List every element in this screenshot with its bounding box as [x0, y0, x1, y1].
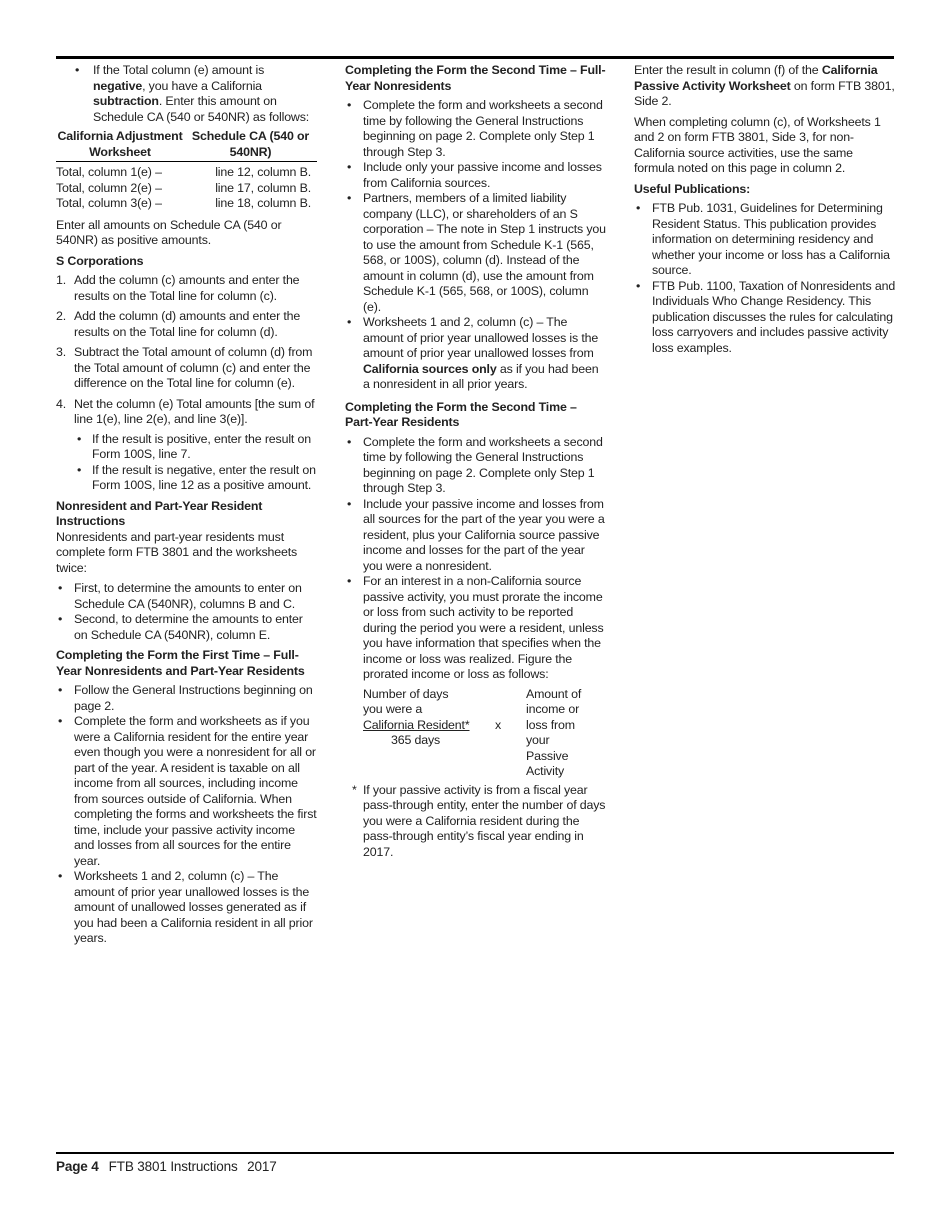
list-item: • If the Total column (e) amount is negative, you have a California subtraction. Enter this amount on Schedule CA (540 or 540NR) as follows:: [56, 63, 317, 125]
second-part-bullets: [345, 435, 607, 683]
list-item: • Complete the form and worksheets a second time by following the General Instructions beginning on page 2. Complete only Step 1 through Step 3.: [345, 98, 607, 160]
first-time-bullets: [56, 683, 317, 947]
list-item: • Worksheets 1 and 2, column (c) – The amount of prior year unallowed losses is the amount of prior year unallowed losses from California sources only as if you had been a nonresident in all prior years.: [345, 315, 607, 393]
list-item: • Worksheets 1 and 2, column (c) – The amount of prior year unallowed losses is the amount of unallowed losses generated as if you had been a California resident in all prior years.: [56, 869, 317, 947]
footnote: * If your passive activity is from a fiscal year pass-through entity, enter the number of days you were a California resident during the pass-through entity’s fiscal year ending in 2017.: [352, 782, 606, 859]
column-3: [634, 63, 896, 360]
formula-operator: x: [495, 717, 502, 732]
table-row: Total, column 1(e) – line 12, column B.: [56, 165, 311, 179]
list-item: • FTB Pub. 1031, Guidelines for Determining Resident Status. This publication provides information on determining residency and whether your income or loss has a California source.: [634, 201, 896, 279]
list-item: 3. Subtract the Total amount of column (d) from the Total amount of column (c) and enter the difference on the Total line for column (e).: [56, 345, 313, 390]
list-item: • If the result is negative, enter the result on Form 100S, line 12 as a positive amount.: [74, 463, 317, 494]
list-item: • For an interest in a non-California source passive activity, you must prorate the income or loss from such activity to be reported during the period you were a resident, unless you have information that specifies when the income or loss was realized. Figure the prorated income or loss as follows:: [345, 574, 607, 683]
page-footer: [56, 1159, 277, 1175]
list-item: • Complete the form and worksheets as if you were a California resident for the entire year even though you were a nonresident for all or part of the year. A resident is taxable on all income from all sources, including income from sources outside of California. When completing the forms and worksheets the first time, include your passive activity income and losses from all sources for the entire year.: [56, 714, 317, 869]
table-row: Total, column 2(e) – line 17, column B.: [56, 180, 311, 195]
negative-amount-bullet: [56, 63, 317, 125]
adjustment-table: [56, 129, 317, 212]
list-item: • Second, to determine the amounts to enter on Schedule CA (540NR), column E.: [56, 612, 317, 643]
paragraph: When completing column (c), of Worksheets 1 and 2 on form FTB 3801, Side 3, for non-California source activities, use the same formula noted on this page in column 2.: [634, 114, 881, 175]
nonres-bullets: [56, 581, 317, 643]
table-row: Total, column 3(e) – line 18, column B.: [56, 196, 311, 210]
list-item: 4. Net the column (e) Total amounts [the sum of line 1(e), line 2(e), and line 3(e)]. • If the result is positive, enter the result on Form 100S, line 7. • If the result is negative, enter the result on Form 100S, line 12 as a positive amount.: [56, 397, 317, 494]
formula-amount: Amount of income or loss from your Passive Activity: [526, 686, 582, 778]
list-item: • Include your passive income and losses from all sources for the part of the year you were a resident, plus your California source passive income and losses for the part of the year you were a nonresident.: [345, 497, 607, 575]
top-rule: [56, 56, 894, 59]
paragraph: Nonresidents and part-year residents must complete form FTB 3801 and the worksheets twice:: [56, 529, 298, 575]
section-heading: Useful Publications:: [634, 181, 751, 196]
list-item: 2. Add the column (d) amounts and enter the results on the Total line for column (d).: [56, 309, 301, 339]
list-item: • FTB Pub. 1100, Taxation of Nonresidents and Individuals Who Change Residency. This publication discusses the rules for calculating loss carryovers and includes passive activity loss examples.: [634, 279, 896, 357]
bottom-rule: [56, 1152, 894, 1154]
table-header: California Adjustment Worksheet: [56, 129, 184, 162]
list-item: • First, to determine the amounts to enter on Schedule CA (540NR), columns B and C.: [56, 581, 317, 612]
s-corp-sub-bullets: [74, 432, 317, 494]
list-item: • Complete the form and worksheets a second time by following the General Instructions beginning on page 2. Complete only Step 1 through Step 3.: [345, 435, 607, 497]
section-heading: Completing the Form the First Time – Full-Year Nonresidents and Part-Year Residents: [56, 648, 305, 678]
list-item: • If the result is positive, enter the result on Form 100S, line 7.: [74, 432, 317, 463]
column-1: [56, 63, 317, 951]
document-title: FTB 3801 Instructions: [108, 1159, 238, 1174]
paragraph: Enter all amounts on Schedule CA (540 or 540NR) as positive amounts.: [56, 217, 282, 247]
second-full-bullets: [345, 98, 607, 393]
document-year: 2017: [247, 1159, 277, 1174]
table-header: Schedule CA (540 or 540NR): [184, 129, 317, 162]
paragraph: Enter the result in column (f) of the California Passive Activity Worksheet on form FTB 3801, Side 2.: [634, 63, 895, 108]
list-item: • Follow the General Instructions beginning on page 2.: [56, 683, 317, 714]
useful-publications: [634, 201, 896, 356]
section-heading: Completing the Form the Second Time – Part-Year Residents: [345, 399, 577, 429]
proration-formula: [363, 687, 607, 779]
list-item: • Partners, members of a limited liability company (LLC), or shareholders of an S corporation – The note in Step 1 instructs you to use the amount from Schedule K-1 (565, 568, or 100S), column (d). Instead of the amount in column (d), use the amount from Schedule K-1 (565, 568, or 100S), column (e).: [345, 191, 607, 315]
section-heading: Completing the Form the Second Time – Full-Year Nonresidents: [345, 63, 606, 93]
list-item: 1. Add the column (c) amounts and enter the results on the Total line for column (c).: [56, 273, 300, 303]
page-number: Page 4: [56, 1159, 99, 1174]
list-item: • Include only your passive income and losses from California sources.: [345, 160, 607, 191]
column-2: [345, 63, 607, 865]
formula-fraction: Number of days you were a California Resident* 365 days: [363, 686, 470, 747]
s-corp-steps: [56, 273, 317, 494]
section-heading: Nonresident and Part-Year Resident Instructions: [56, 498, 263, 528]
section-heading: S Corporations: [56, 253, 144, 268]
